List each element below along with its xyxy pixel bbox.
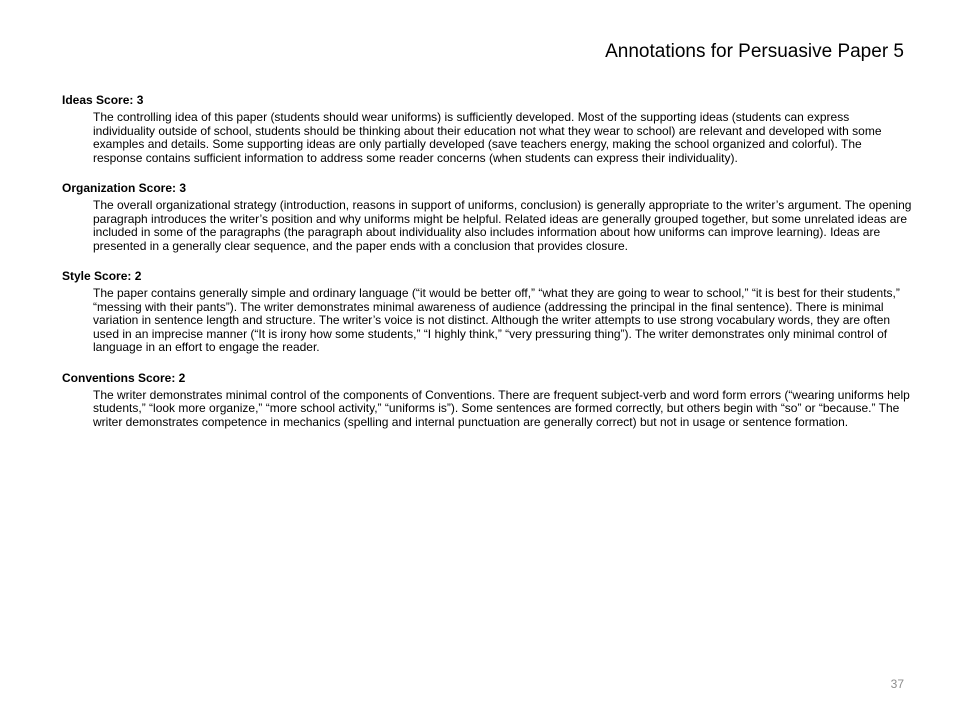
section-heading: Organization Score: 3 xyxy=(62,181,187,195)
section-conventions xyxy=(62,371,912,430)
section-body: The overall organizational strategy (introduction, reasons in support of uniforms, conclusion) is generally appropriate to the writer’s argument. The opening paragraph introduces the writer’s position and why uniforms might be helpful. Related ideas are generally grouped together, but some unrelated ideas are included in some of the paragraphs (the paragraph about individuality also includes information about how uniforms can improve learning). Ideas are presented in a generally clear sequence, and the paper ends with a conclusion that provides closure. xyxy=(93,198,912,253)
section-ideas xyxy=(62,93,912,165)
section-heading: Style Score: 2 xyxy=(62,269,142,283)
section-body: The paper contains generally simple and ordinary language (“it would be better off,” “what they are going to wear to school,” “it is best for their students,” “messing with their pants”). The writer demonstrates minimal awareness of audience (addressing the principal in the final sentence). There is minimal variation in sentence length and structure. The writer’s voice is not distinct. Although the writer attempts to use strong vocabulary words, they are often used in an imprecise manner (“It is irony how some students,” “I highly think,” “very pressuring thing”). The writer demonstrates only minimal control of language in an effort to engage the reader. xyxy=(93,286,900,354)
section-body: The writer demonstrates minimal control of the components of Conventions. There are frequent subject-verb and word form errors (“wearing uniforms help students,” “look more organize,” “more school activity,” “uniforms is”). Some sentences are formed correctly, but others begin with “so” or “because.” The writer demonstrates competence in mechanics (spelling and internal punctuation are generally correct) but not in usage or sentence formation. xyxy=(93,387,910,429)
section-body: The controlling idea of this paper (students should wear uniforms) is sufficiently developed. Most of the supporting ideas (students can express individuality outside of school, students should be thinking about their education not what they wear to school) are relevant and developed with some examples and details. Some supporting ideas are only partially developed (save teachers energy, making the school organized and colorful). The response contains sufficient information to address some reader concerns (when students can express their individuality). xyxy=(93,110,882,165)
section-heading: Conventions Score: 2 xyxy=(62,370,186,385)
annotation-content xyxy=(62,93,912,445)
page-number: 37 xyxy=(890,677,904,691)
section-organization xyxy=(62,181,912,253)
page-title: Annotations for Persuasive Paper 5 xyxy=(605,41,904,62)
section-style xyxy=(62,269,912,355)
section-heading: Ideas Score: 3 xyxy=(62,93,144,107)
